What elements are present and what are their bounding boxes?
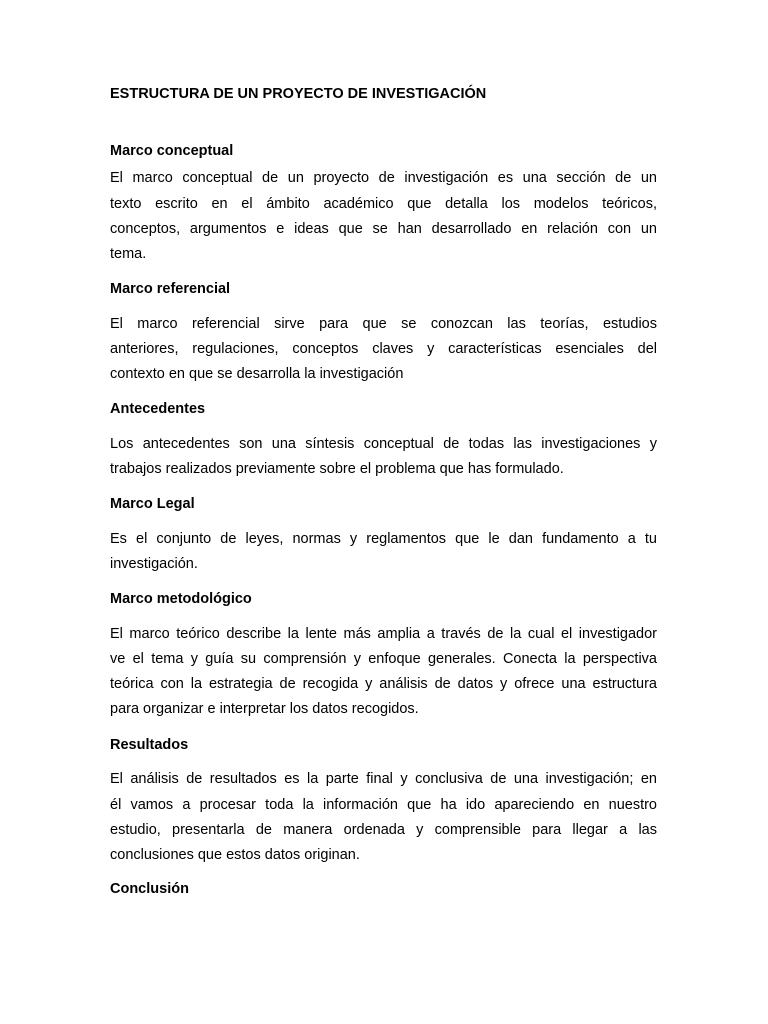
- paragraph-line: contexto en que se desarrolla la investigación: [110, 366, 404, 382]
- section-heading-marco-metodologico: Marco metodológico: [110, 591, 252, 607]
- paragraph-line: conceptos, argumentos e ideas que se han desarrollado en relación con un: [110, 221, 657, 237]
- section-heading-resultados: Resultados: [110, 737, 189, 753]
- paragraph-line: El marco teórico describe la lente más amplia a través de la cual el investigador: [110, 626, 657, 642]
- section-heading-conclusion: Conclusión: [110, 881, 189, 897]
- paragraph-line: él vamos a procesar toda la información que ha ido apareciendo en nuestro: [110, 797, 657, 813]
- paragraph-line: estudio, presentarla de manera ordenada y comprensible para llegar a las: [110, 822, 657, 838]
- paragraph-line: texto escrito en el ámbito académico que detalla los modelos teóricos,: [110, 196, 657, 212]
- section-heading-antecedentes: Antecedentes: [110, 401, 206, 417]
- paragraph-line: ve el tema y guía su comprensión y enfoque generales. Conecta la perspectiva: [110, 651, 657, 667]
- section-heading-marco-legal: Marco Legal: [110, 496, 195, 512]
- paragraph-line: teórica con la estrategia de recogida y análisis de datos y ofrece una estructura: [110, 676, 657, 692]
- paragraph-line: tema.: [110, 246, 147, 262]
- paragraph-line: trabajos realizados previamente sobre el problema que has formulado.: [110, 461, 564, 477]
- section-heading-marco-referencial: Marco referencial: [110, 281, 231, 297]
- paragraph-line: El marco referencial sirve para que se conozcan las teorías, estudios: [110, 316, 657, 332]
- paragraph-line: conclusiones que estos datos originan.: [110, 847, 360, 863]
- section-heading-marco-conceptual: Marco conceptual: [110, 143, 234, 159]
- document-title: ESTRUCTURA DE UN PROYECTO DE INVESTIGACIÓN: [110, 86, 487, 102]
- paragraph-line: anteriores, regulaciones, conceptos claves y características esenciales del: [110, 341, 657, 357]
- paragraph-line: Los antecedentes son una síntesis conceptual de todas las investigaciones y: [110, 436, 657, 452]
- paragraph-line: Es el conjunto de leyes, normas y reglamentos que le dan fundamento a tu: [110, 531, 657, 547]
- paragraph-line: El análisis de resultados es la parte final y conclusiva de una investigación; en: [110, 771, 657, 787]
- paragraph-line: para organizar e interpretar los datos recogidos.: [110, 701, 419, 717]
- paragraph-line: El marco conceptual de un proyecto de investigación es una sección de un: [110, 170, 657, 186]
- paragraph-line: investigación.: [110, 556, 198, 572]
